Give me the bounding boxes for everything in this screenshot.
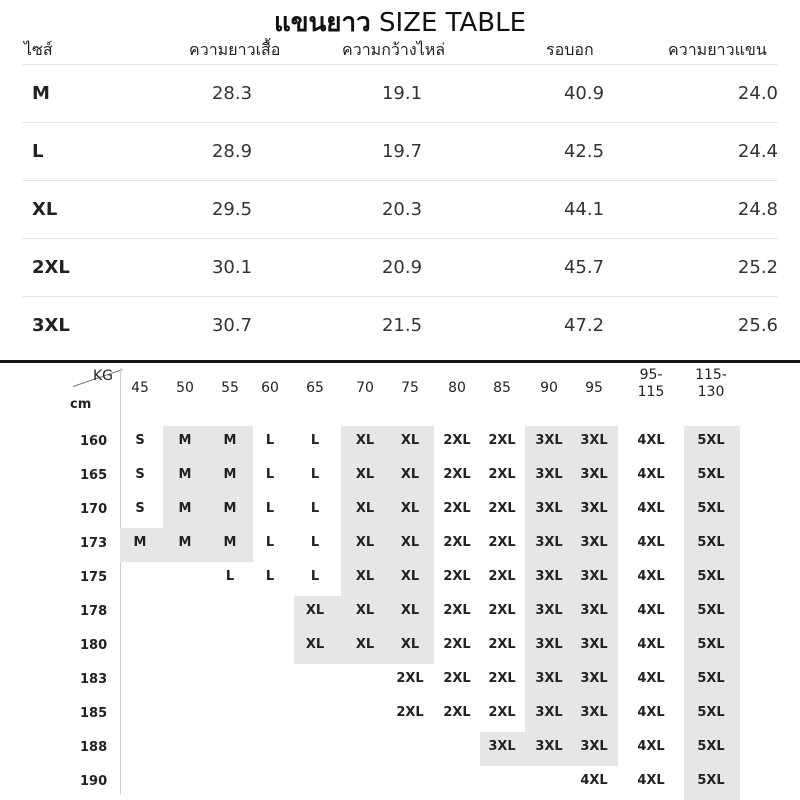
size-cell: 3XL	[535, 569, 563, 584]
size-cell: 3XL	[535, 433, 563, 448]
size-cell: 2XL	[488, 501, 516, 516]
size-cell: 2XL	[443, 433, 471, 448]
size-cell: 2XL	[488, 671, 516, 686]
size-cell: 3XL	[580, 739, 608, 754]
title-thai: แขนยาว	[273, 8, 371, 38]
size-cell: 3XL	[580, 535, 608, 550]
weight-header: 55	[221, 380, 239, 396]
header-length: ความยาวเสื้อ	[189, 40, 281, 59]
measurement-cell: 24.0	[737, 83, 778, 104]
size-cell: 4XL	[637, 467, 665, 482]
height-header: 165	[80, 468, 108, 483]
size-cell: 5XL	[697, 467, 725, 482]
size-cell: 4XL	[637, 705, 665, 720]
size-cell: 5XL	[697, 501, 725, 516]
size-cell: XL	[400, 637, 420, 652]
size-cell: 5XL	[697, 705, 725, 720]
size-cell: 2XL	[488, 433, 516, 448]
size-cell: 3XL	[535, 671, 563, 686]
size-cell: L	[265, 467, 275, 482]
weight-header: 75	[401, 380, 419, 396]
size-cell: M	[178, 433, 192, 448]
size-cell: XL	[355, 433, 375, 448]
top-table-header	[0, 38, 800, 60]
size-cell: 4XL	[637, 739, 665, 754]
size-cell: 4XL	[637, 535, 665, 550]
height-header: 170	[80, 502, 108, 517]
size-cell: 2XL	[443, 603, 471, 618]
height-weight-table	[0, 364, 800, 800]
size-cell: 2XL	[443, 637, 471, 652]
size-cell: 5XL	[697, 637, 725, 652]
size-cell: 2XL	[488, 603, 516, 618]
measurement-cell: 40.9	[563, 83, 605, 104]
weight-header: 70	[356, 380, 374, 396]
size-cell: 4XL	[637, 433, 665, 448]
height-header: 175	[80, 570, 108, 585]
size-cell: L	[265, 501, 275, 516]
size-cell: 5XL	[697, 773, 725, 788]
measurement-cell: 29.5	[211, 199, 253, 220]
size-cell: 4XL	[637, 603, 665, 618]
size-cell: 3XL	[535, 739, 563, 754]
weight-header: 45	[131, 380, 149, 396]
size-cell: 2XL	[396, 671, 424, 686]
weight-header: 60	[261, 380, 279, 396]
size-cell: 3XL	[580, 569, 608, 584]
size-cell: 3XL	[535, 705, 563, 720]
measurement-cell: 44.1	[563, 199, 605, 220]
size-cell: 4XL	[637, 773, 665, 788]
title-english: SIZE TABLE	[378, 8, 527, 38]
measurement-cell: 28.3	[211, 83, 253, 104]
measurement-cell: 42.5	[563, 141, 605, 162]
size-cell: 4XL	[637, 671, 665, 686]
size-cell: XL	[400, 535, 420, 550]
size-cell: XL	[305, 637, 325, 652]
weight-header: 95- 115	[637, 367, 665, 400]
size-cell: XL	[355, 501, 375, 516]
size-cell: 3XL	[535, 637, 563, 652]
height-header: 188	[80, 740, 108, 755]
size-row	[22, 122, 778, 181]
size-cell: XL	[400, 603, 420, 618]
size-cell: 2XL	[488, 637, 516, 652]
size-table-title	[0, 2, 800, 43]
size-cell: L	[265, 535, 275, 550]
measurement-cell: 21.5	[381, 315, 423, 336]
size-cell: 3XL	[535, 603, 563, 618]
size-cell: 2XL	[443, 705, 471, 720]
size-cell: 3XL	[580, 671, 608, 686]
size-cell: 3XL	[535, 501, 563, 516]
size-label: M	[32, 83, 50, 104]
size-cell: XL	[355, 637, 375, 652]
size-cell: 4XL	[637, 501, 665, 516]
size-cell: 2XL	[488, 569, 516, 584]
size-cell: 2XL	[488, 705, 516, 720]
section-divider	[0, 360, 800, 363]
size-cell: M	[223, 535, 237, 550]
size-row	[22, 238, 778, 297]
size-cell: 4XL	[637, 637, 665, 652]
size-cell: L	[310, 467, 320, 482]
size-cell: M	[178, 501, 192, 516]
size-cell: 2XL	[443, 671, 471, 686]
size-cell: 5XL	[697, 603, 725, 618]
measurement-cell: 24.8	[737, 199, 778, 220]
cm-label: cm	[70, 397, 92, 412]
size-cell: 3XL	[580, 705, 608, 720]
size-cell: 3XL	[535, 467, 563, 482]
size-cell: L	[265, 433, 275, 448]
weight-header: 90	[540, 380, 558, 396]
size-cell: XL	[355, 467, 375, 482]
size-row	[22, 64, 778, 123]
weight-header: 50	[176, 380, 194, 396]
measurement-cell: 28.9	[211, 141, 253, 162]
measurement-cell: 47.2	[563, 315, 605, 336]
size-cell: XL	[400, 433, 420, 448]
size-cell: XL	[400, 467, 420, 482]
size-cell: XL	[400, 569, 420, 584]
weight-header: 95	[585, 380, 603, 396]
size-cell: 5XL	[697, 569, 725, 584]
measurement-cell: 30.7	[211, 315, 253, 336]
height-header: 190	[80, 774, 108, 789]
size-cell: 5XL	[697, 671, 725, 686]
size-row	[22, 296, 778, 355]
measurement-cell: 19.1	[381, 83, 423, 104]
weight-header: 115- 130	[695, 367, 727, 400]
size-label: 2XL	[32, 257, 70, 278]
weight-header: 85	[493, 380, 511, 396]
size-cell: 2XL	[443, 501, 471, 516]
size-cell: 3XL	[580, 637, 608, 652]
measurement-cell: 24.4	[737, 141, 778, 162]
size-cell: M	[178, 535, 192, 550]
size-cell: 3XL	[580, 603, 608, 618]
height-header: 185	[80, 706, 108, 721]
size-cell: 3XL	[580, 433, 608, 448]
size-cell: 4XL	[580, 773, 608, 788]
size-cell: XL	[355, 569, 375, 584]
height-header: 173	[80, 536, 108, 551]
measurement-cell: 25.6	[737, 315, 778, 336]
size-cell: XL	[355, 535, 375, 550]
size-cell: 3XL	[535, 535, 563, 550]
size-cell: L	[310, 433, 320, 448]
header-shoulder: ความกว้างไหล่	[342, 40, 446, 59]
size-cell: 2XL	[443, 535, 471, 550]
size-label: L	[32, 141, 44, 162]
size-cell: S	[135, 467, 145, 482]
height-header: 160	[80, 434, 108, 449]
header-size: ไซส์	[24, 40, 53, 59]
header-sleeve: ความยาวแขน	[668, 40, 767, 59]
size-cell: 2XL	[488, 467, 516, 482]
size-label: XL	[32, 199, 58, 220]
size-cell: 3XL	[580, 467, 608, 482]
size-cell: 2XL	[396, 705, 424, 720]
size-cell: 4XL	[637, 569, 665, 584]
size-cell: 5XL	[697, 739, 725, 754]
height-header: 183	[80, 672, 108, 687]
measurement-cell: 19.7	[381, 141, 423, 162]
measurement-cell: 30.1	[211, 257, 253, 278]
header-chest: รอบอก	[546, 40, 594, 59]
size-cell: 3XL	[580, 501, 608, 516]
size-cell: S	[135, 433, 145, 448]
size-cell: S	[135, 501, 145, 516]
size-cell: XL	[355, 603, 375, 618]
height-header: 180	[80, 638, 108, 653]
size-cell: L	[310, 569, 320, 584]
size-cell: M	[223, 501, 237, 516]
measurement-cell: 20.9	[381, 257, 423, 278]
size-row	[22, 180, 778, 239]
size-cell: 5XL	[697, 535, 725, 550]
size-cell: 5XL	[697, 433, 725, 448]
height-header: 178	[80, 604, 108, 619]
size-cell: L	[265, 569, 275, 584]
measurement-cell: 45.7	[563, 257, 605, 278]
size-cell: M	[133, 535, 147, 550]
size-cell: XL	[305, 603, 325, 618]
measurement-cell: 25.2	[737, 257, 778, 278]
kg-label: KG	[93, 368, 114, 384]
size-cell: M	[223, 433, 237, 448]
size-cell: 3XL	[488, 739, 516, 754]
size-cell: M	[223, 467, 237, 482]
measurement-cell: 20.3	[381, 199, 423, 220]
size-cell: 2XL	[488, 535, 516, 550]
size-cell: M	[178, 467, 192, 482]
size-cell: L	[225, 569, 235, 584]
size-label: 3XL	[32, 315, 70, 336]
size-cell: L	[310, 535, 320, 550]
weight-header: 65	[306, 380, 324, 396]
weight-header: 80	[448, 380, 466, 396]
size-cell: 2XL	[443, 467, 471, 482]
size-cell: 2XL	[443, 569, 471, 584]
size-cell: L	[310, 501, 320, 516]
size-cell: XL	[400, 501, 420, 516]
